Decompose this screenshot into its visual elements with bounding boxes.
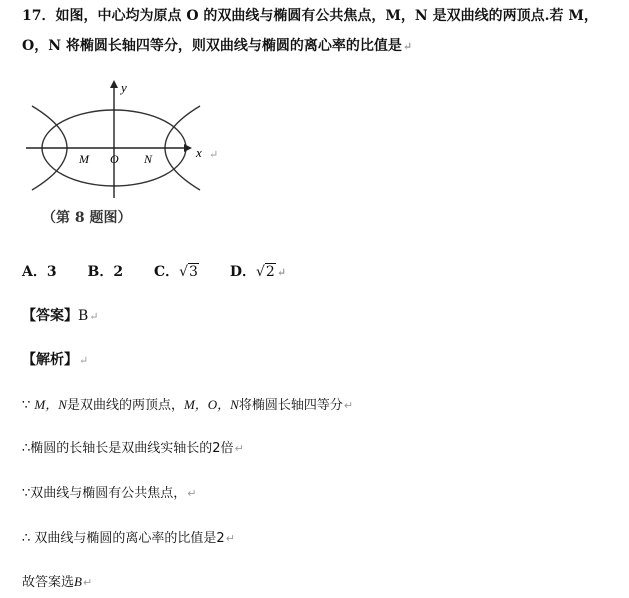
step-2: ∴椭圆的长轴长是双曲线实轴长的2倍↵ — [22, 441, 244, 456]
sqrt-radical: √ — [255, 264, 265, 280]
axis-y-label: y — [121, 80, 127, 95]
option-a: A．3 — [22, 264, 57, 280]
answer-line — [22, 306, 99, 327]
analysis-paragraph-mark-icon: ↵ — [79, 354, 89, 367]
answer-label: 【答案】 — [22, 308, 78, 324]
y-axis-arrow — [110, 80, 118, 88]
figure-caption: （第 8 题图） — [42, 210, 132, 226]
point-m-label: M — [79, 152, 89, 166]
step-3: ∵双曲线与椭圆有公共焦点，↵ — [22, 486, 197, 501]
x-axis-arrow — [184, 144, 192, 152]
sqrt-radical: √ — [179, 264, 189, 280]
point-n-label: N — [144, 152, 153, 166]
question-line-1: 17．如图，中心均为原点 O 的双曲线与椭圆有公共焦点，M，N 是双曲线的两顶点.若 M， — [22, 8, 598, 24]
option-d: D．√2 ↵ — [229, 264, 287, 280]
paragraph-mark-icon: ↵ — [402, 40, 413, 53]
step-5: 故答案选B↵ — [22, 574, 93, 590]
step-1: ∵ M，N是双曲线的两顶点，M，O，N将椭圆长轴四等分↵ — [22, 397, 354, 413]
analysis-label: 【解析】 — [22, 352, 78, 368]
options-row — [22, 262, 312, 283]
point-o-label: O — [110, 152, 119, 166]
option-c: C．√3 — [153, 264, 198, 280]
answer-value: B — [78, 308, 89, 324]
question-line-2: O，N 将椭圆长轴四等分，则双曲线与椭圆的离心率的比值是↵ — [22, 38, 413, 54]
analysis-line — [22, 350, 88, 371]
figure-svg — [22, 70, 222, 210]
options-paragraph-mark-icon: ↵ — [276, 266, 287, 279]
figure-paragraph-mark-icon: ↵ — [209, 148, 219, 161]
answer-paragraph-mark-icon: ↵ — [89, 310, 99, 323]
step-4: ∴ 双曲线与椭圆的离心率的比值是2↵ — [22, 531, 235, 546]
option-b: B．2 — [87, 264, 124, 280]
axis-x-label: x — [196, 145, 202, 160]
